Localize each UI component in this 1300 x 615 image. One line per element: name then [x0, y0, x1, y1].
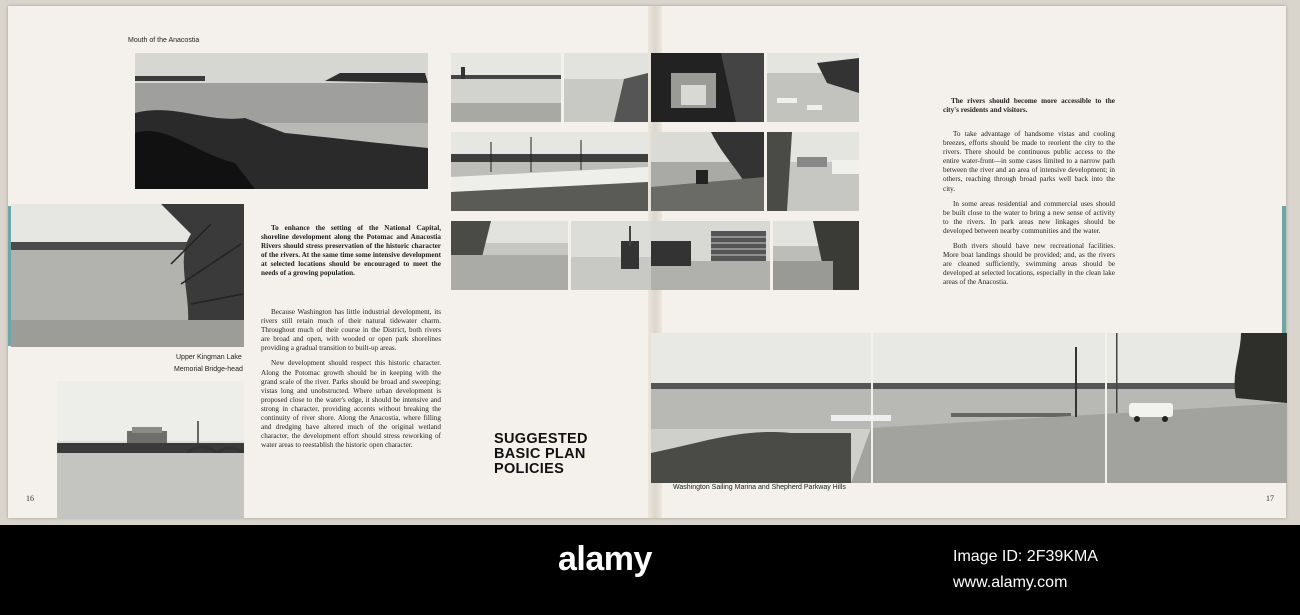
photo-memorial-bridge-head — [57, 381, 244, 519]
photo-panorama-sailing-marina — [651, 333, 1287, 483]
heading-suggested-basic-plan-policies: SUGGESTED BASIC PLAN POLICIES — [494, 431, 588, 477]
photo-grid-6 — [651, 132, 764, 211]
photo-grid-1 — [451, 53, 561, 122]
caption-washington-sailing-marina: Washington Sailing Marina and Shepherd Parkway Hills — [673, 484, 846, 491]
caption-mouth-of-anacostia: Mouth of the Anacostia — [128, 37, 200, 44]
body-paragraph-3-right: Both rivers should have new recreational facilities. More boat landings should be provided; and, as the rivers are cleaned sufficiently, swimming areas should be developed at selected locations, especially in the clean lake areas of the Anacostia. — [943, 242, 1115, 287]
photo-mouth-of-anacostia — [135, 53, 428, 189]
page-edge-right — [1282, 206, 1286, 346]
body-text-right — [943, 130, 1115, 294]
photo-grid-7 — [767, 132, 859, 211]
body-paragraph-2-right: In some areas residential and commercial uses should be built close to the water to bring a new sense of activity to the rivers. In park areas new linkages should be developed between nearby communities and the water. — [943, 199, 1115, 235]
body-paragraph-2-left: New development should respect this historic character. Along the Potomac growth should be in keeping with the grand scale of the river. Parks should be broad and sweeping; vistas long and unobstructed. Where urban development is proposed close to the water's edge, it should be intensive and strong in character, providing accents without breaking the continuity of river shore. Along the Anacostia, where filling and dredging have altered much of the original wetland character, the development effort should stress reworking of water areas to reestablish the historic open character. — [261, 359, 441, 450]
site-url-label: www.alamy.com — [953, 574, 1068, 591]
photo-grid-10 — [651, 221, 770, 290]
body-paragraph-1-left: Because Washington has little industrial development, its rivers still retain much of their natural tidewater charm. Throughout much of their course in the District, both rivers are broad and open, with wooded or open park shorelines providing a gradual transition to built-up areas. — [261, 308, 441, 353]
caption-memorial-bridge-head: Memorial Bridge-head — [174, 366, 243, 373]
photo-grid-4 — [767, 53, 859, 122]
photo-grid-11 — [773, 221, 859, 290]
photo-grid-9 — [571, 221, 651, 290]
body-text-left — [261, 308, 441, 456]
photo-grid-2 — [564, 53, 648, 122]
page-number-right: 17 — [1266, 494, 1274, 503]
photo-grid-5 — [451, 132, 648, 211]
book-spread — [8, 6, 1286, 518]
photo-grid-8 — [451, 221, 568, 290]
intro-text-left: To enhance the setting of the National Capital, shoreline development along the Potomac and Anacostia Rivers should stress preservation of the historic character of the rivers. At the same time some intensive development at selected locations should be encouraged to meet the needs of a growing population. — [261, 224, 441, 278]
page-number-left: 16 — [26, 494, 34, 503]
photo-upper-kingman-lake — [11, 204, 244, 347]
caption-upper-kingman-lake: Upper Kingman Lake — [176, 354, 242, 361]
intro-paragraph-right — [943, 97, 1115, 121]
body-paragraph-1-right: To take advantage of handsome vistas and cooling breezes, efforts should be made to reorient the city to the rivers. There should be continuous public access to the entire water-front—in some cases limited to a narrow path between the river and an area of intensive development; in others, reaching through broad parks well back into the city. — [943, 130, 1115, 193]
intro-text-right: The rivers should become more accessible to the city's residents and visitors. — [943, 97, 1115, 115]
alamy-logo: alamy — [558, 540, 652, 578]
photo-grid-3 — [651, 53, 764, 122]
image-id-label: Image ID: 2F39KMA — [953, 548, 1098, 565]
intro-paragraph-left — [261, 224, 441, 285]
